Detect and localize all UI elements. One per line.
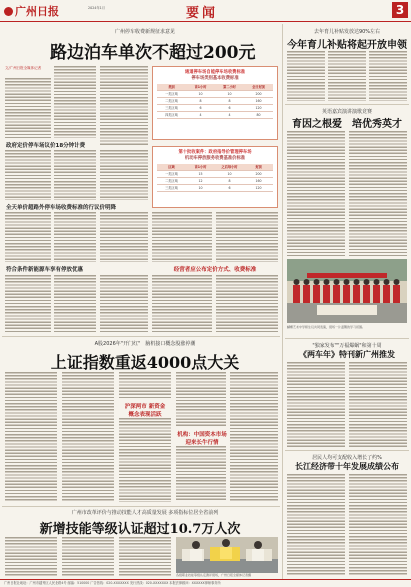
article3-body — [5, 537, 57, 577]
table-cell: 160 — [255, 99, 262, 103]
right2-headline: 育因之根爱 培优秀英才 — [292, 119, 402, 130]
table-cell: 8 — [199, 99, 202, 103]
article1-body — [100, 212, 148, 262]
table-header-cell: 封顶 — [244, 164, 273, 170]
table-cell: 120 — [255, 186, 262, 190]
right3-headline: 《两车年》特刊新广州推发 — [299, 349, 395, 359]
table2-title: 第十批收案件：政府指导价管理停车场 — [178, 150, 252, 155]
table-header-cell: 第二小时 — [215, 84, 244, 90]
section-divider — [2, 506, 280, 507]
table-cell: 四类区域 — [165, 113, 178, 117]
masthead-date: 2024年1月 — [88, 6, 106, 10]
table2-subtitle: 机动车停放服务收费基准价标准 — [184, 156, 246, 161]
table-cell: 6 — [199, 106, 202, 110]
page-number: 3 — [392, 2, 408, 18]
table-cell: 一类区域 — [165, 92, 178, 96]
article1-subhead: 经营者应公布定价方式、收费标准 — [173, 267, 257, 273]
table2-grid — [157, 164, 273, 192]
section-divider — [285, 104, 409, 105]
article3-kicker: 广州市改革评价与推动技能人才高质量发展 多项指标位居全省前列 — [71, 510, 219, 516]
article2-body — [176, 372, 226, 428]
article2-body — [62, 372, 114, 502]
logo-text: 广州日报 — [15, 5, 59, 18]
table-header-row — [157, 84, 273, 91]
right1-headline: 今年育儿补贴将起开放申领 — [287, 40, 407, 51]
table-cell: 10 — [227, 92, 232, 96]
table-cell: 160 — [255, 179, 262, 183]
table-cell: 三类区域 — [165, 186, 178, 190]
table-cell: 二类区域 — [165, 179, 178, 183]
table-row — [157, 91, 273, 98]
article1-body — [100, 150, 148, 200]
photo-caption: 各级职业技能等级认定测评现场，广州日报全媒体记者摄 — [176, 573, 252, 577]
right1-body — [369, 51, 407, 101]
article1-body — [216, 275, 278, 333]
article1-body — [54, 275, 96, 333]
article2-headline: 上证指数重返4000点大关 — [50, 353, 240, 372]
table-row — [157, 185, 273, 192]
article2-body — [176, 446, 226, 502]
right3-body — [287, 362, 345, 447]
skills-test-photo-image — [176, 537, 278, 573]
article2-body — [230, 372, 278, 502]
parking-fee-table-2 — [152, 146, 278, 208]
table1-grid — [157, 84, 273, 119]
article1-body — [152, 275, 212, 333]
table-cell: 12 — [198, 179, 203, 183]
section-divider — [285, 338, 409, 339]
article1-body — [54, 150, 96, 200]
table-cell: 三类区域 — [165, 106, 178, 110]
article1-kicker: 广州停车收费新规征求意见 — [114, 29, 175, 35]
article2-subhead: 机构：中国资本市场 迎来长牛行情 — [177, 432, 227, 446]
right1-kicker: 去年育儿补贴发放达90%左右 — [313, 29, 381, 35]
table-cell: 80 — [256, 113, 261, 117]
right2-body — [287, 131, 345, 256]
right4-body — [287, 474, 345, 576]
table-cell: 二类区域 — [165, 99, 178, 103]
table-header-cell: 之后每小时 — [215, 164, 244, 170]
article1-body — [5, 275, 51, 333]
table1-subtitle: 停车场类别基本收费标准 — [191, 76, 239, 81]
article1-body — [100, 66, 148, 146]
right1-body — [328, 51, 366, 101]
table-cell: 6 — [228, 186, 231, 190]
table-cell: 15 — [198, 172, 203, 176]
table-cell: 8 — [228, 99, 231, 103]
article3-body — [119, 537, 171, 577]
students-photo — [287, 259, 407, 323]
article1-body — [5, 78, 51, 138]
right3-body — [349, 362, 407, 447]
table-cell: 200 — [255, 92, 262, 96]
parking-fee-table-1 — [152, 66, 278, 140]
table-cell: 一类区域 — [165, 172, 178, 176]
article1-subhead: 政府定价停车场议价18分钟计费 — [6, 143, 86, 149]
table-row — [157, 105, 273, 112]
right4-kicker: 居民人均可支配收入增长了约% — [312, 455, 382, 461]
table-header-cell: 类别 — [157, 84, 186, 90]
article2-kicker: A股2026年"开门红" 脑机接口概念股涨停潮 — [94, 341, 196, 347]
table-cell: 10 — [198, 186, 203, 190]
right1-body — [287, 51, 325, 101]
section-divider — [285, 450, 409, 451]
logo-icon — [4, 7, 13, 16]
students-photo-image — [287, 259, 407, 323]
article1-body — [100, 275, 148, 333]
table-row — [157, 112, 273, 119]
article1-byline: 文/广州日报全媒体记者 — [5, 66, 42, 70]
page-footer: 广州日报社地址：广州市越秀区人民北路4号 邮编：510000 广告热线：020-XXXXXXX 发行热线：020-XXXXXXX 本报法律顾问：XXXXXX律师事务所 — [0, 579, 411, 587]
table-cell: 10 — [227, 172, 232, 176]
right3-kicker: "独家发布""万福爆蜗"和第十周 — [312, 343, 382, 349]
article1-body — [152, 212, 212, 262]
table-row — [157, 178, 273, 185]
article3-body — [62, 537, 114, 577]
table-cell: 4 — [228, 113, 231, 117]
table-header-row — [157, 164, 273, 171]
photo-caption: 蝴蝶艺术中学师生们共同表演，现场一片温馨的学习氛围。 — [287, 325, 366, 329]
table-cell: 4 — [199, 113, 202, 117]
article1-subhead: 符合条件新能源车享有停放优惠 — [6, 267, 84, 273]
table-header-cell: 区域 — [157, 164, 186, 170]
newspaper-logo — [4, 3, 59, 19]
table-cell: 6 — [228, 106, 231, 110]
table-cell: 200 — [255, 172, 262, 176]
table-header-cell: 全日封顶 — [244, 84, 273, 90]
article2-body — [5, 372, 57, 502]
article1-headline: 路边泊车单次不超过200元 — [50, 43, 256, 63]
column-divider — [282, 24, 283, 579]
right2-kicker: 英语嘉宾演讲演歌竞赛 — [321, 109, 372, 115]
article3-headline: 新增技能等级认证超过10.7万人次 — [39, 522, 241, 537]
table1-title: 通道停车场自能停车场收费标准 — [184, 70, 246, 75]
article1-body — [5, 150, 51, 200]
section-divider — [2, 336, 280, 337]
article2-subhead: 沪深两市 新资金 概念表现活跃 — [124, 404, 166, 418]
article1-body — [54, 66, 96, 138]
section-title: 要闻 — [186, 6, 219, 21]
article1-body — [5, 212, 51, 262]
article1-subhead: 全天单价超路外停车场收费标准的行议价明降 — [6, 205, 117, 211]
article1-body — [216, 212, 278, 262]
table-cell: 10 — [198, 92, 203, 96]
right4-body — [349, 474, 407, 576]
table-cell: 120 — [255, 106, 262, 110]
skills-test-photo — [176, 537, 278, 573]
masthead — [0, 0, 411, 22]
table-header-cell: 首1小时 — [186, 84, 215, 90]
article2-body — [119, 372, 171, 400]
right2-body — [349, 131, 407, 256]
table-cell: 8 — [228, 179, 231, 183]
table-row — [157, 98, 273, 105]
article2-body — [119, 418, 171, 502]
article1-body — [54, 212, 96, 262]
table-header-cell: 首1小时 — [186, 164, 215, 170]
table-row — [157, 171, 273, 178]
right4-headline: 长江经济带十年发展成绩公布 — [295, 461, 399, 471]
